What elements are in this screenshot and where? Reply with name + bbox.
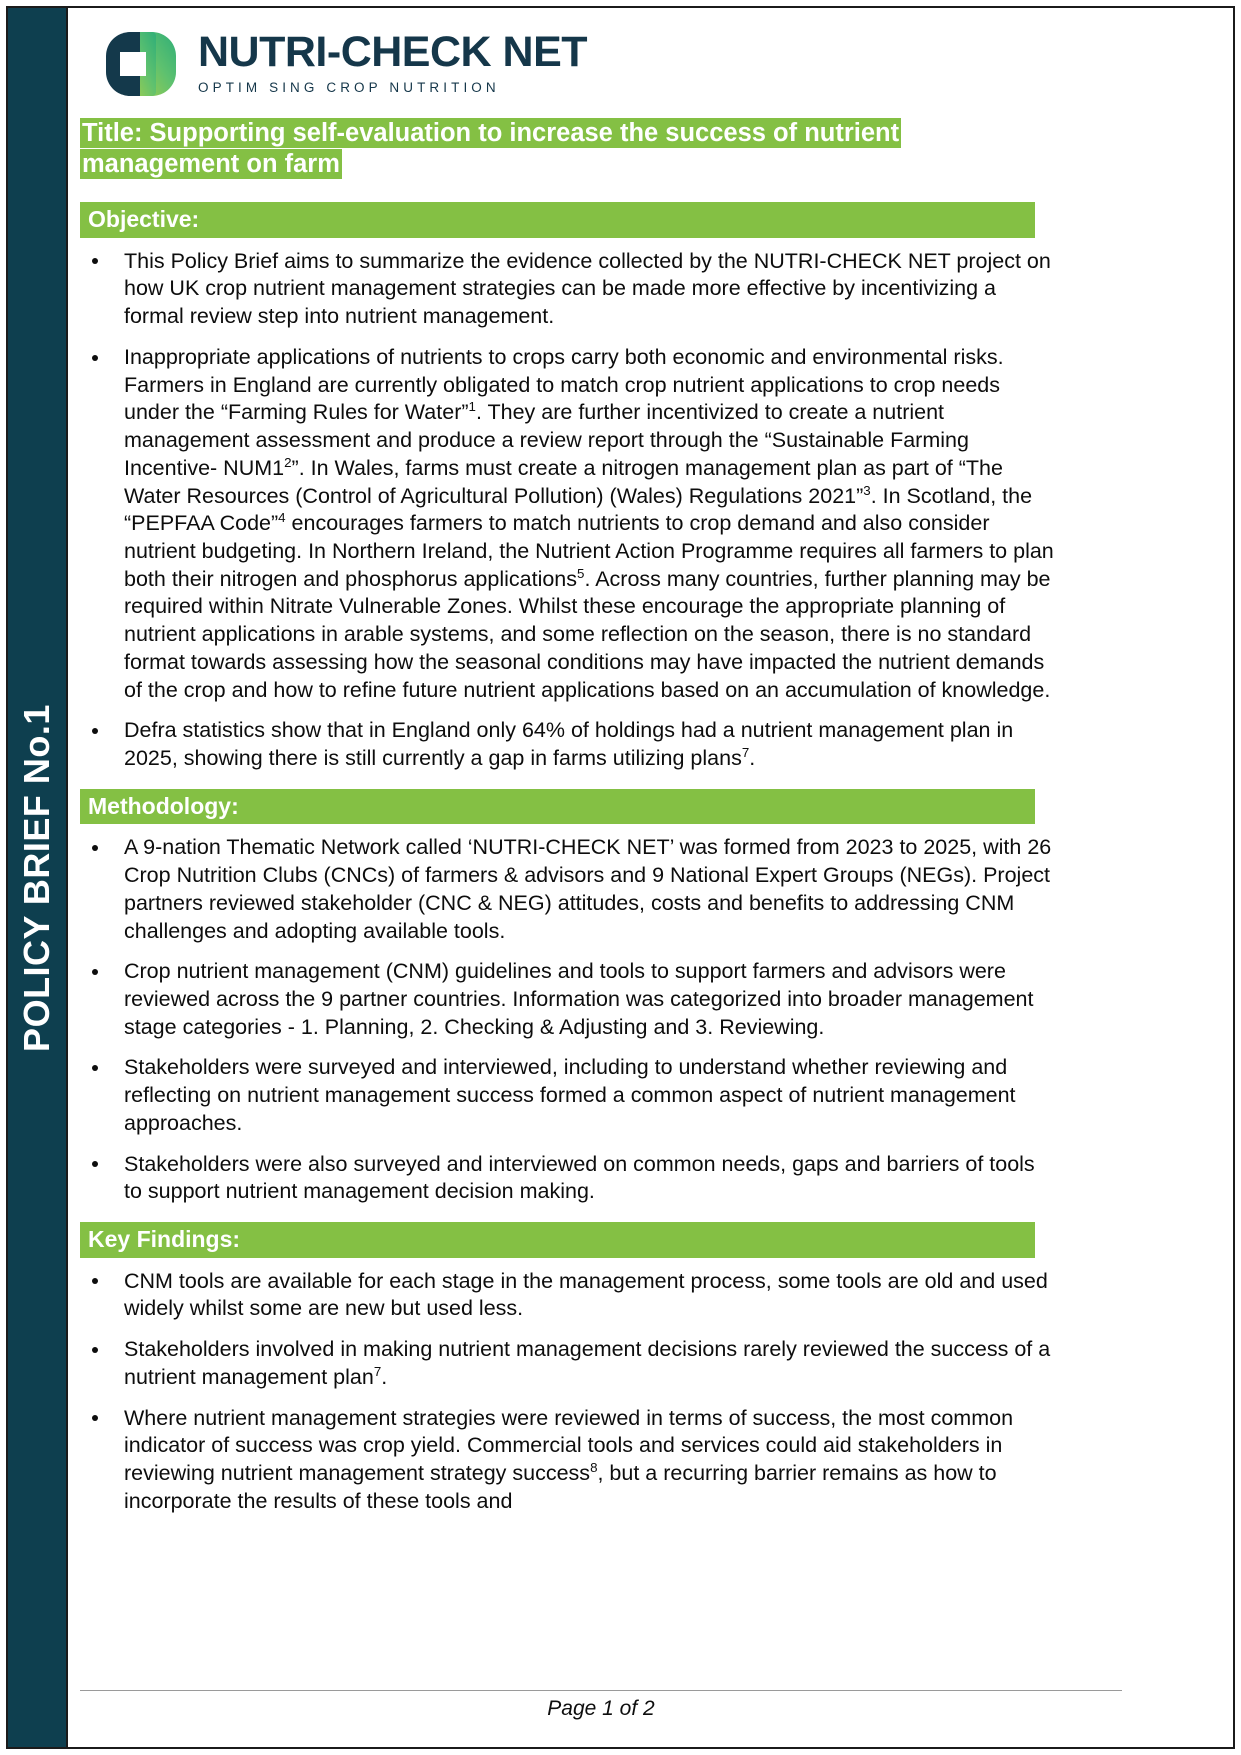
bullet-dot-icon [92, 1347, 98, 1353]
bullet-dot-icon [92, 1161, 98, 1167]
list-item-text: Stakeholders were also surveyed and interviewed on common needs, gaps and barriers of tools to support nutrient management decision making. [124, 1151, 1035, 1204]
bullet-dot-icon [92, 969, 98, 975]
list-item-text: This Policy Brief aims to summarize the evidence collected by the NUTRI-CHECK NET project on how UK crop nutrient management strategies can be made more effective by incentivizing a formal review step into nutrient management. [124, 248, 1051, 329]
section-heading-objective: Objective: [80, 202, 1035, 237]
nutri-check-leaf-icon [98, 24, 184, 102]
list-item [80, 958, 1054, 1041]
logo-tagline: OPTIM SING CROP NUTRITION [198, 80, 500, 95]
sidebar [8, 8, 66, 1747]
key-findings-bullet-list [80, 1268, 1122, 1516]
bullet-dot-icon [92, 258, 98, 264]
list-item [80, 1405, 1054, 1516]
logo-wordmark [198, 28, 588, 95]
objective-bullet-list [80, 248, 1122, 773]
list-item [80, 344, 1054, 705]
list-item [80, 1336, 1054, 1391]
list-item [80, 1151, 1054, 1206]
section-heading-methodology: Methodology: [80, 789, 1035, 824]
bullet-dot-icon [92, 845, 98, 851]
list-item [80, 1268, 1054, 1323]
list-item-text: CNM tools are available for each stage in the management process, some tools are old and used widely whilst some are new but used less. [124, 1268, 1048, 1321]
list-item-text: Defra statistics show that in England only 64% of holdings had a nutrient management plan in 2025, showing there is still currently a gap in farms utilizing plans$^7$. [124, 718, 1014, 771]
list-item [80, 248, 1054, 331]
bullet-dot-icon [92, 1278, 98, 1284]
page-title-text: Title: Supporting self-evaluation to increase the success of nutrient management on farm [82, 119, 900, 179]
page-footer: Page 1 of 2 [80, 1690, 1122, 1721]
bullet-dot-icon [92, 728, 98, 734]
list-item [80, 1054, 1054, 1137]
list-item-text: Inappropriate applications of nutrients to crops carry both economic and environmental risks. Farmers in England are currently obligated to match crop nutrient applications to crop needs under the “Farming Rules for Water”$^1$. They are further incentivized to create a nutrient management assessment and produce a review report through the “Sustainable Farming Incentive- $NUM1^2$”. In Wales, farms must create a nitrogen management plan as part of “The Water Resources (Control of Agricultural Pollution) (Wales) Regulations 2021”$^3$. In Scotland, the “PEPFAA Code”$^4$ encourages farmers to match nutrients to crop demand and also consider nutrient budgeting. In Northern Ireland, the Nutrient Action Programme requires all farmers to plan both their nitrogen and phosphorus applications$^5$. Across many countries, further planning may be required within Nitrate Vulnerable Zones. Whilst these encourage the appropriate planning of nutrient applications in arable systems, and some reflection on the season, there is no standard format towards assessing how the seasonal conditions may have impacted the nutrient demands of the crop and how to refine future nutrient applications based on an accumulation of knowledge. [124, 344, 1054, 702]
bullet-dot-icon [92, 355, 98, 361]
list-item-text: Stakeholders were surveyed and interviewed, including to understand whether reviewing and reflecting on nutrient management success formed a common aspect of nutrient management approaches. [124, 1055, 1016, 1135]
list-item-text: Where nutrient management strategies were reviewed in terms of success, the most common indicator of success was crop yield. Commercial tools and services could aid stakeholders in reviewing nutrient management strategy success$^8$, but a recurring barrier remains as how to incorporate the results of these tools and [124, 1405, 1014, 1513]
document-content [80, 22, 1122, 1521]
page-title [80, 118, 1045, 180]
logo-title: NUTRI-CHECK NET [198, 28, 588, 76]
bullet-dot-icon [92, 1415, 98, 1421]
list-item [80, 717, 1054, 772]
list-item-text: A 9-nation Thematic Network called ‘NUTRI-CHECK NET’ was formed from 2023 to 2025, with 26 Crop Nutrition Clubs (CNCs) of farmers & advisors and 9 National Expert Groups (NEGs). Project partners reviewed stakeholder (CNC & NEG) attitudes, costs and benefits to addressing CNM challenges and adopting available tools. [124, 835, 1052, 943]
bullet-dot-icon [92, 1065, 98, 1071]
list-item [80, 834, 1054, 945]
list-item-text: Stakeholders involved in making nutrient management decisions rarely reviewed the success of a nutrient management plan$^7$. [124, 1337, 1051, 1389]
sidebar-vertical-title: POLICY BRIEF No.1 [16, 703, 57, 1052]
list-item-text: Crop nutrient management (CNM) guidelines and tools to support farmers and advisors were reviewed across the 9 partner countries. Information was categorized into broader management stage categories - 1. Planning, 2. Checking & Adjusting and 3. Reviewing. [124, 959, 1034, 1039]
brand-logo [98, 22, 1122, 104]
section-heading-key-findings: Key Findings: [80, 1222, 1035, 1257]
methodology-bullet-list [80, 834, 1122, 1206]
